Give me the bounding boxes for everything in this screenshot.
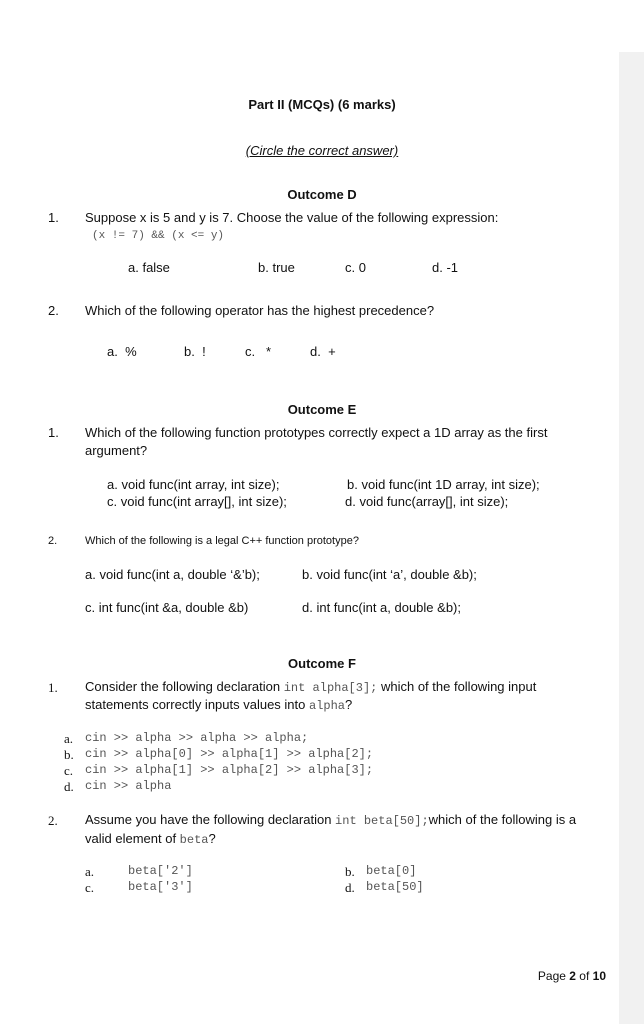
option-c-code: cin >> alpha[1] >> alpha[2] >> alpha[3];: [85, 763, 374, 777]
outcome-e-heading: Outcome E: [287, 402, 357, 417]
question-number: 1.: [48, 680, 58, 695]
option-b: b. void func(int 1D array, int size);: [347, 477, 540, 492]
question-number: 2.: [48, 813, 58, 828]
page-current: 2: [569, 969, 576, 983]
question-text-a: Assume you have the following declaration: [85, 812, 336, 827]
page-total: 10: [592, 969, 606, 983]
option-c: c. 0: [345, 260, 366, 275]
question-number: 2.: [48, 303, 59, 318]
option-c: c. void func(int array[], int size);: [107, 494, 287, 509]
outcome-d-heading: Outcome D: [287, 187, 357, 202]
option-d-code: cin >> alpha: [85, 779, 172, 793]
option-b: b. void func(int ‘a’, double &b);: [302, 567, 477, 582]
question-number: 1.: [48, 425, 59, 440]
question-text: Suppose x is 5 and y is 7. Choose the value of the following expression:: [85, 210, 499, 225]
option-a-code: cin >> alpha >> alpha >> alpha;: [85, 731, 309, 745]
option-d: d. -1: [432, 260, 459, 275]
question-text-b: ?: [208, 831, 216, 846]
question-text-line1: [85, 679, 536, 695]
question-text-b: which of the following input: [377, 679, 537, 694]
option-d: d. void func(array[], int size);: [345, 494, 509, 509]
option-c: c. *: [245, 344, 272, 359]
question-text: Which of the following is a legal C++ function prototype?: [85, 535, 359, 547]
option-a-code: beta['2']: [128, 864, 193, 878]
outcome-f-heading: Outcome F: [288, 656, 356, 671]
question-text-line2: [85, 831, 216, 847]
option-letter: c.: [85, 880, 95, 895]
option-c-code: beta['3']: [128, 880, 193, 894]
option-letter: a.: [85, 864, 95, 879]
code-expression: (x != 7) && (x <= y): [92, 230, 225, 242]
option-letter: b.: [64, 747, 74, 762]
question-text-a: Consider the following declaration: [85, 679, 284, 694]
code-variable: alpha: [309, 699, 346, 713]
page-number: [538, 969, 606, 983]
code-declaration: int alpha[3];: [283, 681, 378, 695]
option-a: a. void func(int array, int size);: [107, 477, 280, 492]
option-letter: d.: [345, 880, 355, 895]
question-text-b: ?: [345, 697, 353, 712]
question-text-a: statements correctly inputs values into: [85, 697, 309, 712]
option-c: c. int func(int &a, double &b): [85, 600, 249, 615]
option-b-code: cin >> alpha[0] >> alpha[1] >> alpha[2];: [85, 747, 374, 761]
option-d: d. +: [310, 344, 336, 359]
question-text-b: which of the following is a: [428, 812, 577, 827]
option-b: b. true: [258, 260, 295, 275]
question-number: 1.: [48, 210, 59, 225]
instruction-wrapper: [0, 143, 644, 158]
option-d: d. int func(int a, double &b);: [302, 600, 461, 615]
option-letter: d.: [64, 779, 74, 794]
page-prefix: Page: [537, 969, 570, 983]
option-b-code: beta[0]: [366, 864, 417, 878]
code-declaration: int beta[50];: [335, 814, 429, 828]
code-variable: beta: [179, 833, 209, 847]
option-b: b. !: [184, 344, 206, 359]
question-text: Which of the following operator has the highest precedence?: [85, 303, 435, 318]
section-title: Part II (MCQs) (6 marks): [248, 97, 396, 112]
option-d-code: beta[50]: [366, 880, 424, 894]
question-text-line1: Which of the following function prototypes correctly expect a 1D array as the first: [85, 425, 548, 440]
option-a: a. void func(int a, double ‘&’b);: [85, 567, 260, 582]
option-a: a. %: [107, 344, 137, 359]
option-letter: c.: [64, 763, 74, 778]
question-text-a: valid element of: [85, 831, 180, 846]
option-a: a. false: [128, 260, 170, 275]
question-text-line1: [85, 812, 576, 828]
option-letter: b.: [345, 864, 355, 879]
page-of: of: [575, 969, 593, 983]
instruction-text: (Circle the correct answer): [245, 143, 399, 158]
question-text-line2: argument?: [85, 443, 148, 458]
option-letter: a.: [64, 731, 74, 746]
question-number: 2.: [48, 535, 58, 547]
question-text-line2: [85, 697, 352, 713]
